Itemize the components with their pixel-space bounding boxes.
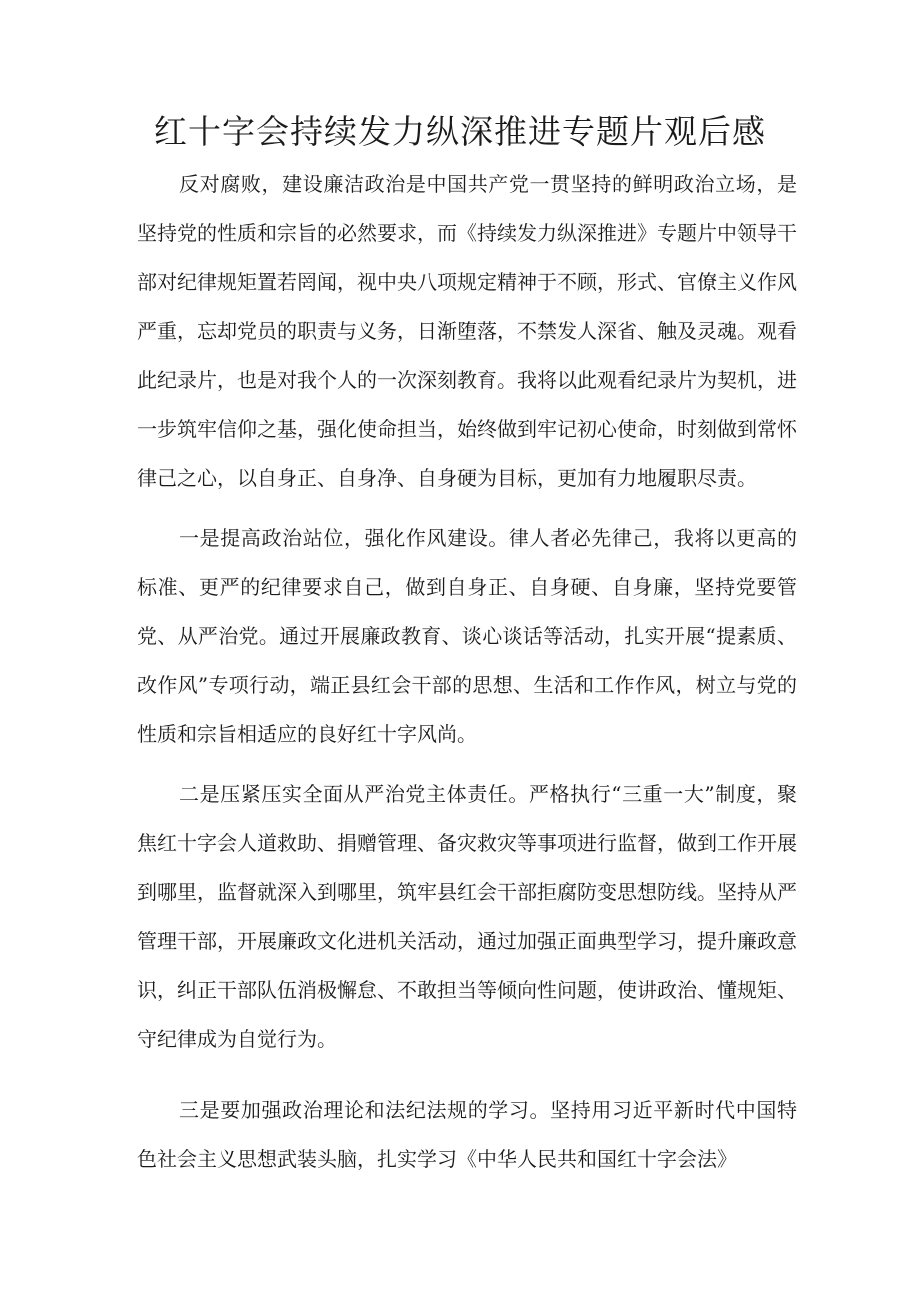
paragraph-point-two: 二是压紧压实全面从严治党主体责任。严格执行“三重一大”制度，聚焦红十字会人道救助、捐赠管理、备灾救灾等事项进行监督，做到工作开展到哪里，监督就深入到哪里，筑牢县红会干部拒腐防变思想防线。坚持从严管理干部，开展廉政文化进机关活动，通过加强正面典型学习，提升廉政意识，纠正干部队伍消极懈怠、不敢担当等倾向性问题，使讲政治、懂规矩、守纪律成为自觉行为。 — [137, 782, 797, 1051]
paragraph-point-three: 三是要加强政治理论和法纪法规的学习。坚持用习近平新时代中国特色社会主义思想武装头脑，扎实学习《中华人民共和国红十字会法》 — [137, 1098, 797, 1171]
document-title: 红十字会持续发力纵深推进专题片观后感 — [154, 112, 766, 151]
paragraph-intro: 反对腐败，建设廉洁政治是中国共产党一贯坚持的鲜明政治立场，是坚持党的性质和宗旨的必然要求，而《持续发力纵深推进》专题片中领导干部对纪律规矩置若罔闻，视中央八项规定精神于不顾，形式、官僚主义作风严重，忘却党员的职责与义务，日渐堕落，不禁发人深省、触及灵魂。观看此纪录片，也是对我个人的一次深刻教育。我将以此观看纪录片为契机，进一步筑牢信仰之基，强化使命担当，始终做到牢记初心使命，时刻做到常怀律己之心，以自身正、自身净、自身硬为目标，更加有力地履职尽责。 — [137, 172, 797, 490]
paragraph-point-one: 一是提高政治站位，强化作风建设。律人者必先律己，我将以更高的标准、更严的纪律要求自己，做到自身正、自身硬、自身廉，坚持党要管党、从严治党。通过开展廉政教育、谈心谈话等活动，扎实开展“提素质、改作风”专项行动，端正县红会干部的思想、生活和工作作风，树立与党的性质和宗旨相适应的良好红十字风尚。 — [137, 526, 797, 746]
document-body — [137, 160, 797, 1184]
